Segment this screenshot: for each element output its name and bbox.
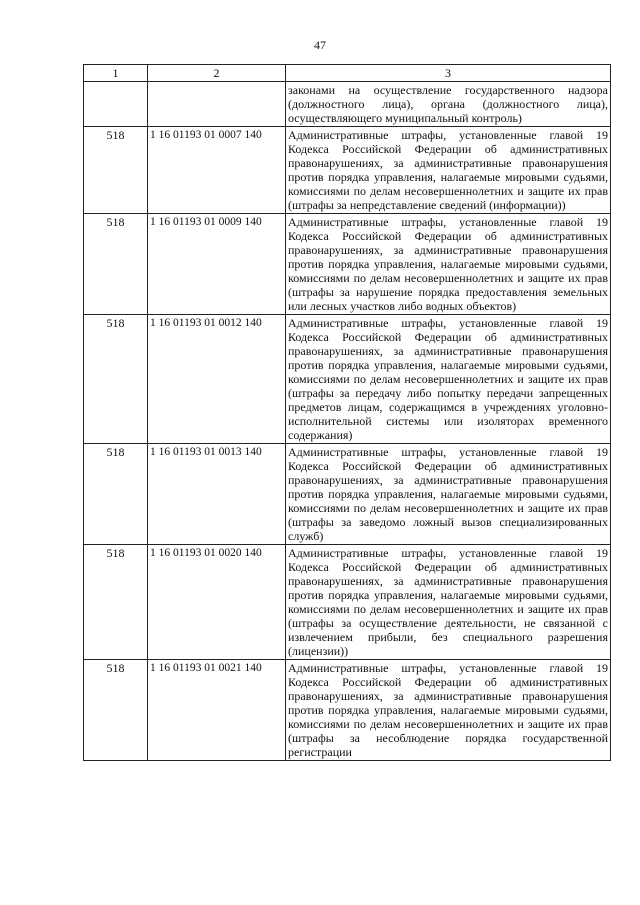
budget-code-cell: 1 16 01193 01 0007 140: [148, 127, 286, 214]
admin-code-cell: 518: [84, 127, 148, 214]
description-cell: Административные штрафы, установленные главой 19 Кодекса Российской Федерации об административных правонарушениях, за административные правонарушения против порядка управления, налагаемые мировыми судьями, комиссиями по делам несовершеннолетних и защите их прав (штрафы за непредставление сведений (информации)): [286, 127, 611, 214]
table-row: [84, 444, 611, 545]
admin-code-cell: 518: [84, 444, 148, 545]
budget-code-cell: 1 16 01193 01 0021 140: [148, 660, 286, 761]
admin-code-cell: 518: [84, 315, 148, 444]
admin-code-cell: 518: [84, 214, 148, 315]
budget-codes-table: [83, 64, 611, 761]
description-cell: законами на осуществление государственного надзора (должностного лица), органа (должностного лица), осуществляющего муниципальный контроль): [286, 82, 611, 127]
description-cell: Административные штрафы, установленные главой 19 Кодекса Российской Федерации об административных правонарушениях, за административные правонарушения против порядка управления, налагаемые мировыми судьями, комиссиями по делам несовершеннолетних и защите их прав (штрафы за осуществление деятельности, не связанной с извлечением прибыли, без специального разрешения (лицензии)): [286, 545, 611, 660]
table-row: [84, 127, 611, 214]
table-row: [84, 315, 611, 444]
description-cell: Административные штрафы, установленные главой 19 Кодекса Российской Федерации об административных правонарушениях, за административные правонарушения против порядка управления, налагаемые мировыми судьями, комиссиями по делам несовершеннолетних и защите их прав (штрафы за несоблюдение порядка государственной регистрации: [286, 660, 611, 761]
admin-code-cell: 518: [84, 545, 148, 660]
budget-code-cell: 1 16 01193 01 0013 140: [148, 444, 286, 545]
header-col-2: 2: [148, 65, 286, 82]
budget-code-cell: [148, 82, 286, 127]
description-cell: Административные штрафы, установленные главой 19 Кодекса Российской Федерации об административных правонарушениях, за административные правонарушения против порядка управления, налагаемые мировыми судьями, комиссиями по делам несовершеннолетних и защите их прав (штрафы за заведомо ложный вызов специализированных служб): [286, 444, 611, 545]
table-row: [84, 82, 611, 127]
header-col-3: 3: [286, 65, 611, 82]
description-cell: Административные штрафы, установленные главой 19 Кодекса Российской Федерации об административных правонарушениях, за административные правонарушения против порядка управления, налагаемые мировыми судьями, комиссиями по делам несовершеннолетних и защите их прав (штрафы за нарушение порядка предоставления земельных или лесных участков либо водных объектов): [286, 214, 611, 315]
header-col-1: 1: [84, 65, 148, 82]
table-row: [84, 214, 611, 315]
description-cell: Административные штрафы, установленные главой 19 Кодекса Российской Федерации об административных правонарушениях, за административные правонарушения против порядка управления, налагаемые мировыми судьями, комиссиями по делам несовершеннолетних и защите их прав (штрафы за передачу либо попытку передачи запрещенных предметов лицам, содержащимся в учреждениях уголовно-исполнительной системы или изоляторах временного содержания): [286, 315, 611, 444]
budget-code-cell: 1 16 01193 01 0009 140: [148, 214, 286, 315]
page-number: 47: [314, 38, 326, 52]
table-row: [84, 545, 611, 660]
table-header-row: [84, 65, 611, 82]
admin-code-cell: [84, 82, 148, 127]
admin-code-cell: 518: [84, 660, 148, 761]
budget-code-cell: 1 16 01193 01 0012 140: [148, 315, 286, 444]
budget-code-cell: 1 16 01193 01 0020 140: [148, 545, 286, 660]
table-row: [84, 660, 611, 761]
